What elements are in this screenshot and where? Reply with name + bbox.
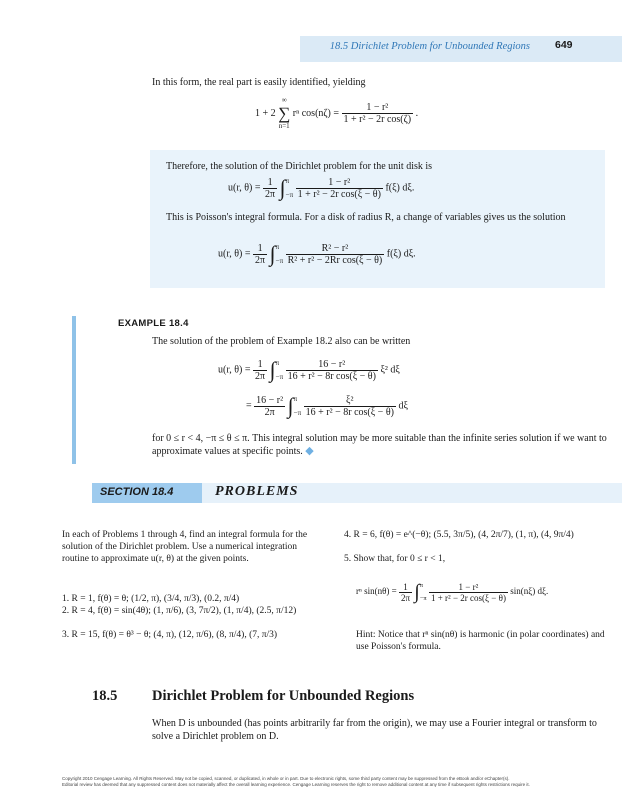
footer-line1: Copyright 2010 Cengage Learning. All Rights Reserved. May not be copied, scanned, or duplicated, in whole or in part. Due to electronic rights, some third party content may be suppressed from the eBook and/or eChapter(s).: [62, 776, 510, 781]
intro-text: In this form, the real part is easily identified, yielding: [152, 77, 366, 88]
eq5-c-num: 16 − r²: [256, 394, 284, 406]
eq5-numerator: ξ²: [346, 394, 354, 406]
eq4-limits: [276, 356, 283, 384]
section-title: PROBLEMS: [215, 484, 299, 499]
p5-lhs: rⁿ sin(nθ) =: [356, 586, 397, 597]
box-line2: This is Poisson's integral formula. For a disk of radius R, a change of variables gives us the solution: [166, 212, 566, 223]
eq4-c-num: 1: [257, 358, 263, 370]
eq3-c-den: 2π: [255, 254, 266, 266]
example-closing: [152, 432, 607, 458]
eq2-c-den: 2π: [265, 188, 276, 200]
eq3-fraction: [286, 243, 385, 266]
problems-intro: In each of Problems 1 through 4, find an integral formula for the solution of the Dirichlet problem. Use a numerical integration routine to approximate u(r, θ) at the given points.: [62, 530, 308, 564]
problem-4: 4. R = 6, f(θ) = e^(−θ); (5.5, 3π/5), (4, 2π/7), (1, π), (4, 9π/4): [344, 530, 574, 540]
example-closing-text: for 0 ≤ r < 4, −π ≤ θ ≤ π. This integral solution may be more suitable than the infinite series solution if we want to approximate values at specific points.: [152, 433, 607, 457]
p5-c-num: 1: [403, 581, 408, 592]
problem-3: 3. R = 15, f(θ) = θ³ − θ; (4, π), (12, π/6), (8, π/4), (7, π/3): [62, 630, 278, 640]
p5-tail: sin(nξ) dξ.: [510, 586, 549, 597]
eq4-constant: [253, 359, 267, 382]
eq5-integral: ∫: [287, 393, 294, 418]
eq2-lhs: u(r, θ) =: [228, 182, 261, 194]
box-line1: Therefore, the solution of the Dirichlet problem for the unit disk is: [166, 161, 433, 172]
eq3-constant: [253, 243, 267, 266]
running-header-title: 18.5 Dirichlet Problem for Unbounded Regions: [329, 41, 530, 52]
eq2-constant: [263, 177, 277, 200]
eq3-numerator: R² − r²: [321, 242, 349, 254]
summation: [278, 96, 290, 131]
eq2-fraction: [296, 177, 383, 200]
eq3-lower: −π: [275, 257, 284, 265]
eq5-upper: π: [293, 395, 298, 403]
eq2-c-num: 1: [267, 176, 273, 188]
sum-upper: ∞: [281, 96, 287, 104]
section-label: SECTION 18.4: [100, 486, 174, 498]
eq3-limits: [276, 240, 283, 268]
eq3-integral: ∫: [269, 241, 276, 266]
problem-5: 5. Show that, for 0 ≤ r < 1,: [344, 554, 446, 564]
eq1-end: .: [415, 107, 419, 119]
eq3-upper: π: [275, 243, 280, 251]
eq3-tail: f(ξ) dξ.: [386, 248, 416, 260]
eq5-c-den: 2π: [254, 406, 285, 418]
eq4-lower: −π: [275, 373, 284, 381]
problem-5-hint: Hint: Notice that rⁿ sin(nθ) is harmonic (in polar coordinates) and use Poisson's formula.: [356, 630, 605, 652]
eq1-denominator: 1 + r² − 2r cos(ζ): [343, 114, 412, 125]
equation-poisson-radius: [218, 240, 416, 268]
sum-lower: n=1: [278, 122, 290, 130]
eq4-lhs: u(r, θ) =: [218, 364, 251, 376]
eq1-numerator: 1 − r²: [366, 102, 389, 113]
next-section-number: 18.5: [92, 688, 118, 704]
sum-symbol: ∑: [278, 104, 291, 123]
eq4-integral: ∫: [269, 357, 276, 382]
eq4-numerator: 16 − r²: [318, 358, 346, 370]
p5-denominator: 1 + r² − 2r cos(ξ − θ): [430, 592, 506, 603]
equation-series: [255, 96, 418, 131]
eq5-constant: [254, 395, 285, 418]
equation-problem-5: [356, 579, 548, 605]
eq1-fraction: [342, 102, 414, 125]
eq2-integral: ∫: [279, 175, 286, 200]
end-of-example-icon: ◆: [305, 445, 314, 457]
p5-limits: [420, 579, 427, 605]
eq2-tail: f(ξ) dξ.: [385, 182, 415, 194]
eq5-tail: dξ: [398, 400, 408, 412]
eq1-lhs-a: 1 + 2: [255, 107, 276, 119]
example-label: EXAMPLE 18.4: [118, 318, 189, 329]
eq2-lower: −π: [285, 191, 294, 199]
footer-line2: Editorial review has deemed that any suppressed content does not materially affect the overall learning experience. Cengage Learning reserves the right to remove additional content at any time if subsequent rights restrictions require it.: [62, 782, 530, 787]
equation-poisson-unit: [228, 174, 414, 202]
eq2-upper: π: [285, 177, 290, 185]
eq5-equals: =: [246, 400, 252, 412]
p5-integral: ∫: [414, 581, 420, 603]
eq2-numerator: 1 − r²: [328, 176, 351, 188]
eq4-tail: ξ² dξ: [380, 364, 400, 376]
page-number: 649: [555, 39, 573, 51]
eq3-c-num: 1: [257, 242, 263, 254]
p5-fraction: [429, 582, 508, 603]
eq2-denominator: 1 + r² − 2r cos(ξ − θ): [297, 188, 381, 200]
p5-c-den: 2π: [400, 592, 411, 603]
eq4-fraction: [286, 359, 378, 382]
p5-upper: π: [419, 582, 424, 589]
p5-lower: −π: [419, 595, 427, 602]
example-intro: The solution of the problem of Example 18.2 also can be written: [152, 336, 411, 347]
eq4-upper: π: [275, 359, 280, 367]
problem-1: 1. R = 1, f(θ) = θ; (1/2, π), (3/4, π/3), (0.2, π/4): [62, 594, 240, 604]
equation-example-1: [218, 356, 400, 384]
next-section-text: When D is unbounded (has points arbitrarily far from the origin), we may use a Fourier integral or transform to solve a Dirichlet problem on D.: [152, 718, 597, 742]
eq3-lhs: u(r, θ) =: [218, 248, 251, 260]
p5-constant: [399, 582, 412, 603]
eq4-denominator: 16 + r² − 8r cos(ξ − θ): [287, 370, 376, 382]
problem-2: 2. R = 4, f(θ) = sin(4θ); (1, π/6), (3, 7π/2), (1, π/4), (2.5, π/12): [62, 606, 297, 616]
eq4-c-den: 2π: [255, 370, 266, 382]
p5-numerator: 1 − r²: [458, 581, 479, 592]
eq5-fraction: [304, 395, 396, 418]
eq5-lower: −π: [293, 409, 302, 417]
eq5-denominator: 16 + r² − 8r cos(ξ − θ): [305, 406, 394, 418]
eq5-limits: [294, 392, 301, 420]
eq3-denominator: R² + r² − 2Rr cos(ξ − θ): [287, 254, 383, 266]
example-marker-bar: [72, 316, 76, 464]
eq2-limits: [286, 174, 293, 202]
equation-example-2: [246, 392, 408, 420]
copyright-footer: [62, 776, 622, 788]
next-section-title: Dirichlet Problem for Unbounded Regions: [152, 688, 415, 704]
eq1-lhs-b: rⁿ cos(nζ) =: [292, 107, 340, 119]
